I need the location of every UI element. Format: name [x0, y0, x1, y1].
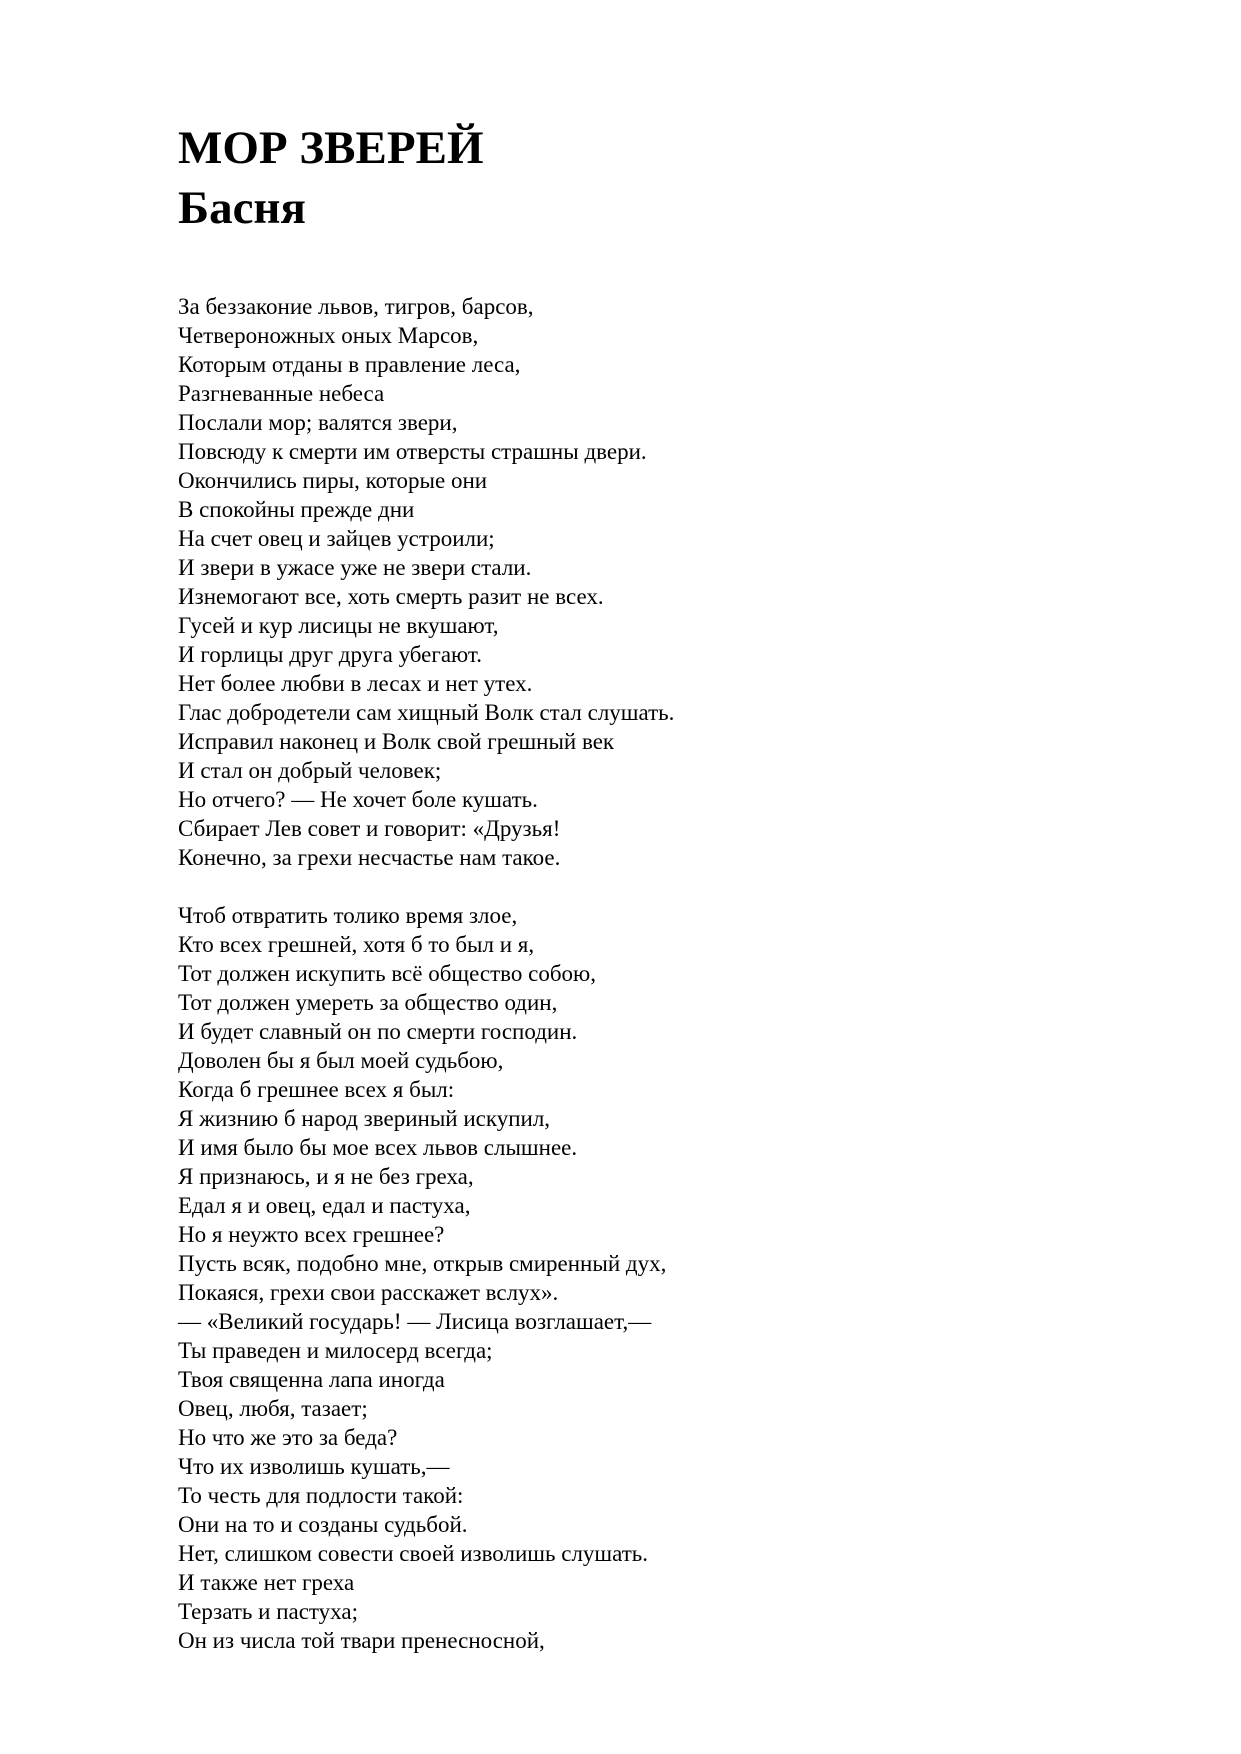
- poem-line: Что их изволишь кушать,—: [178, 1454, 450, 1479]
- poem-line: Глас добродетели сам хищный Волк стал слушать.: [178, 700, 675, 725]
- poem-line: Но отчего? — Не хочет боле кушать.: [178, 787, 538, 812]
- poem-line: На счет овец и зайцев устроили;: [178, 526, 495, 551]
- poem-line: Нет, слишком совести своей изволишь слушать.: [178, 1541, 649, 1566]
- poem-line: Конечно, за грехи несчастье нам такое.: [178, 845, 561, 870]
- poem-line: И горлицы друг друга убегают.: [178, 642, 482, 667]
- poem-line: Овец, любя, тазает;: [178, 1396, 368, 1421]
- poem-line: Они на то и созданы судьбой.: [178, 1512, 468, 1537]
- poem-line: Нет более любви в лесах и нет утех.: [178, 671, 533, 696]
- document-subtitle: Басня: [178, 182, 306, 234]
- poem-line: То честь для подлости такой:: [178, 1483, 464, 1508]
- stanza-1: [178, 292, 1178, 872]
- poem-line: Которым отданы в правление леса,: [178, 352, 521, 377]
- poem-line: Четвероножных оных Марсов,: [178, 323, 479, 348]
- poem-line: Окончились пиры, которые они: [178, 468, 488, 493]
- poem-line: Изнемогают все, хоть смерть разит не всех.: [178, 584, 604, 609]
- poem-line: Повсюду к смерти им отверсты страшны двери.: [178, 439, 647, 464]
- document-page: [178, 118, 1178, 1655]
- poem-line: Сбирает Лев совет и говорит: «Друзья!: [178, 816, 561, 841]
- poem-line: Пусть всяк, подобно мне, открыв смиренный дух,: [178, 1251, 667, 1276]
- poem-line: Тот должен искупить всё общество собою,: [178, 961, 596, 986]
- poem-line: И также нет греха: [178, 1570, 355, 1595]
- poem-line: И стал он добрый человек;: [178, 758, 442, 783]
- poem-line: Исправил наконец и Волк свой грешный век: [178, 729, 615, 754]
- poem-line: Но я неужто всех грешнее?: [178, 1222, 445, 1247]
- poem-line: И звери в ужасе уже не звери стали.: [178, 555, 532, 580]
- poem-line: Доволен бы я был моей судьбою,: [178, 1048, 504, 1073]
- poem-line: Едал я и овец, едал и пастуха,: [178, 1193, 471, 1218]
- stanza-2: [178, 901, 1178, 1655]
- poem-line: Кто всех грешней, хотя б то был и я,: [178, 932, 535, 957]
- poem-line: Покаяся, грехи свои расскажет вслух».: [178, 1280, 559, 1305]
- poem-line: За беззаконие львов, тигров, барсов,: [178, 294, 534, 319]
- poem-line: Ты праведен и милосерд всегда;: [178, 1338, 493, 1363]
- poem-line: И имя было бы мое всех львов слышнее.: [178, 1135, 578, 1160]
- poem-line: Я признаюсь, и я не без греха,: [178, 1164, 474, 1189]
- poem-line: Тот должен умереть за общество один,: [178, 990, 558, 1015]
- poem-line: Но что же это за беда?: [178, 1425, 398, 1450]
- poem-line: Гусей и кур лисицы не вкушают,: [178, 613, 499, 638]
- poem-line: В спокойны прежде дни: [178, 497, 415, 522]
- document-title: МОР ЗВЕРЕЙ: [178, 122, 484, 174]
- poem-line: Твоя священна лапа иногда: [178, 1367, 445, 1392]
- poem-line: Послали мор; валятся звери,: [178, 410, 458, 435]
- poem-line: Разгневанные небеса: [178, 381, 385, 406]
- poem-line: Когда б грешнее всех я был:: [178, 1077, 455, 1102]
- poem-line: — «Великий государь! — Лисица возглашает,—: [178, 1309, 652, 1334]
- poem-line: Чтоб отвратить толико время злое,: [178, 903, 518, 928]
- poem-line: Он из числа той твари пренесносной,: [178, 1628, 545, 1653]
- poem-line: Терзать и пастуха;: [178, 1599, 358, 1624]
- poem-line: Я жизнию б народ звериный искупил,: [178, 1106, 551, 1131]
- poem-line: И будет славный он по смерти господин.: [178, 1019, 578, 1044]
